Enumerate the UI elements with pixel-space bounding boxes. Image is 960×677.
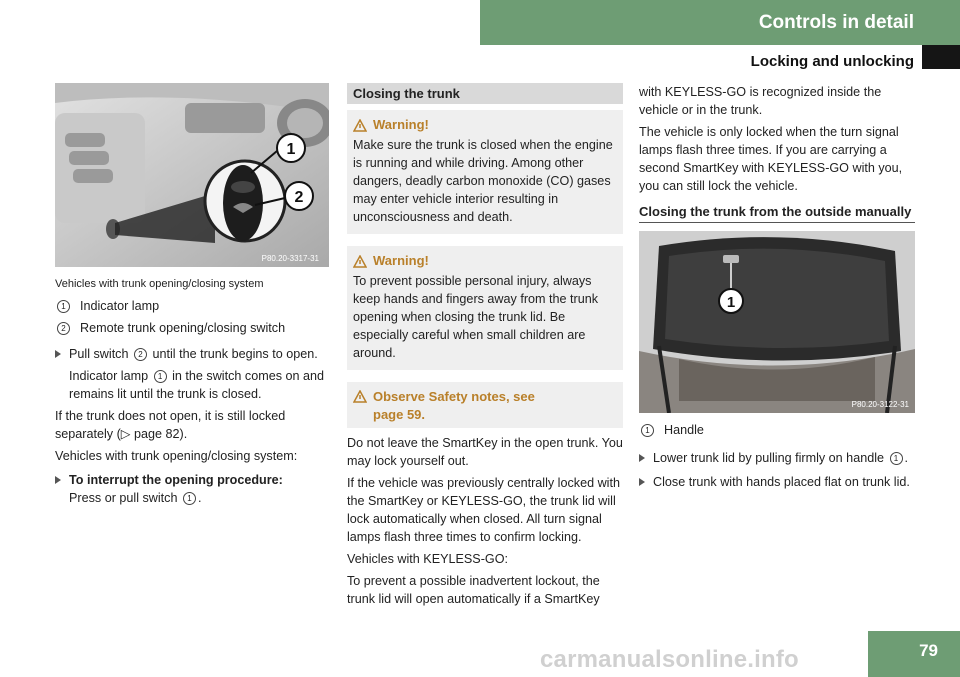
paragraph: Vehicles with trunk opening/closing system:: [55, 449, 298, 463]
warning-title: Warning!: [353, 252, 617, 270]
figure-code: P80.20-3317-31: [261, 254, 319, 263]
legend-number: 2: [57, 322, 70, 335]
step-title: To interrupt the opening procedure:: [69, 473, 283, 487]
legend-item: [55, 319, 330, 337]
note-text: Indicator lamp: [69, 369, 149, 383]
inline-number: 1: [890, 452, 903, 465]
paragraph: with KEYLESS-GO is recognized inside the vehicle or in the trunk.: [639, 85, 882, 117]
callout-1: 1: [726, 294, 736, 311]
step-text: Lower trunk lid by pulling firmly on handle: [653, 451, 885, 465]
legend-list: [639, 421, 915, 439]
page-number: 79: [919, 641, 938, 660]
watermark: carmanualsonline.info: [540, 646, 799, 673]
instruction-step: [55, 471, 330, 507]
page-number-tab: [868, 631, 960, 677]
paragraph: If the trunk does not open, it is still locked separately (▷ page 82).: [55, 409, 286, 441]
legend-text: Remote trunk opening/closing switch: [80, 321, 286, 335]
safety-notes-title: [353, 388, 617, 424]
callout-2: 2: [294, 189, 304, 206]
warning-box: [347, 110, 623, 234]
middle-column: [347, 83, 623, 612]
door-switch-illustration: [55, 83, 329, 267]
paragraph: The vehicle is only locked when the turn signal lamps flash three times. If you are carrying a second SmartKey with KEYLESS-GO with you, you can still lock the vehicle.: [639, 125, 903, 193]
instruction-step: [639, 449, 915, 467]
legend-item: [639, 421, 915, 439]
step-arrow-icon: [55, 476, 61, 484]
section-heading: Closing the trunk: [347, 83, 623, 104]
legend-list: [55, 297, 330, 337]
step-text: Pull switch: [69, 347, 129, 361]
warning-icon: [353, 390, 367, 403]
legend-text: Indicator lamp: [80, 299, 160, 313]
warning-title: Warning!: [353, 116, 617, 134]
switch-figure: [55, 83, 329, 267]
left-column: [55, 83, 330, 511]
step-arrow-icon: [639, 454, 645, 462]
right-column: [639, 83, 915, 495]
figure-caption: Vehicles with trunk opening/closing system: [55, 278, 264, 290]
section-title: Controls in detail: [758, 11, 914, 33]
safety-notes-link[interactable]: Observe Safety notes, see page 59.: [373, 389, 535, 422]
paragraph: To prevent a possible inadvertent lockout, the trunk lid will open automatically if a SmartKey: [347, 574, 600, 606]
warning-text: Make sure the trunk is closed when the engine is running and while driving. Among other dangers, deadly carbon monoxide (CO) gases may enter vehicle interior resulting in unconsciousness and death.: [353, 138, 613, 224]
step-text: .: [904, 451, 909, 465]
step-text: Press or pull switch: [69, 491, 178, 505]
warning-text: To prevent possible personal injury, always keep hands and fingers away from the trunk opening when closing the trunk lid. Be especially careful when small children are around.: [353, 274, 599, 360]
step-note: [55, 367, 330, 403]
subsection-heading: Closing the trunk from the outside manually: [639, 203, 915, 223]
safety-notes-box: [347, 382, 623, 428]
inline-number: 1: [183, 492, 196, 505]
instruction-step: [55, 345, 330, 363]
subsection-title: Locking and unlocking: [750, 53, 914, 70]
warning-box: [347, 246, 623, 370]
instruction-step: [639, 473, 915, 491]
legend-text: Handle: [664, 423, 704, 437]
step-text: .: [197, 491, 202, 505]
legend-number: 1: [641, 424, 654, 437]
paragraph: Do not leave the SmartKey in the open trunk. You may lock yourself out.: [347, 436, 623, 468]
inline-number: 1: [154, 370, 167, 383]
header-tab-marker: [922, 45, 960, 69]
paragraph: If the vehicle was previously centrally locked with the SmartKey or KEYLESS-GO, the trunk lid will lock automatically when closed. All turn signal lamps flash three times to confirm locking.: [347, 476, 620, 544]
legend-item: [55, 297, 330, 315]
callout-1: 1: [286, 141, 296, 158]
figure-code: P80.20-3122-31: [851, 400, 909, 409]
legend-number: 1: [57, 300, 70, 313]
step-arrow-icon: [55, 350, 61, 358]
paragraph: Vehicles with KEYLESS-GO:: [347, 552, 508, 566]
warning-icon: [353, 255, 367, 268]
note-text: in the switch comes on and remains lit until the trunk is closed.: [69, 369, 325, 401]
warning-icon: [353, 119, 367, 132]
step-text: until the trunk begins to open.: [152, 347, 318, 361]
step-arrow-icon: [639, 478, 645, 486]
trunk-illustration: [639, 231, 915, 413]
step-text: Close trunk with hands placed flat on trunk lid.: [653, 475, 910, 489]
inline-number: 2: [134, 348, 147, 361]
trunk-figure: [639, 231, 915, 413]
section-header: [480, 0, 960, 45]
